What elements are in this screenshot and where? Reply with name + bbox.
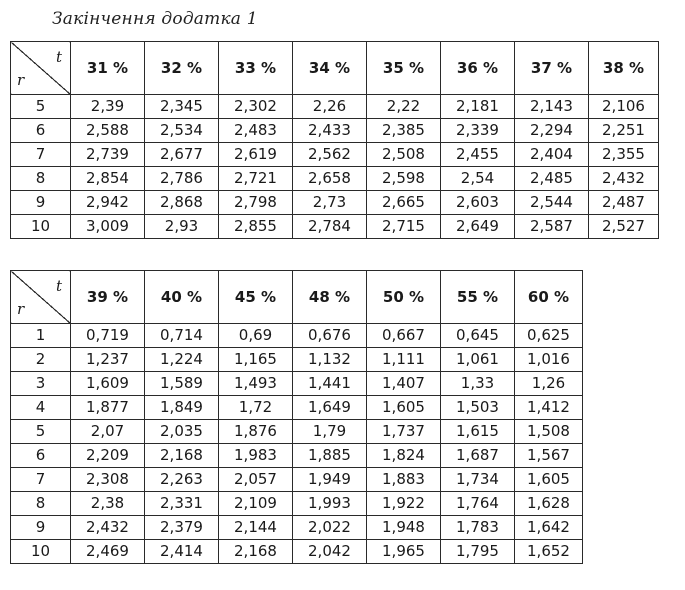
table-row (11, 348, 583, 372)
table-cell: 1,965 (367, 540, 441, 564)
table-row (11, 516, 583, 540)
table-cell: 2,331 (145, 492, 219, 516)
table-cell: 2,54 (441, 167, 515, 191)
table-cell: 1,628 (515, 492, 583, 516)
table-cell: 1,883 (367, 468, 441, 492)
row-header: 2 (11, 348, 71, 372)
table-cell: 1,652 (515, 540, 583, 564)
table-cell: 2,339 (441, 119, 515, 143)
row-header: 7 (11, 143, 71, 167)
column-header: 60 % (515, 271, 583, 324)
coefficient-table-1 (10, 41, 659, 239)
column-header: 55 % (441, 271, 515, 324)
table-cell: 1,885 (293, 444, 367, 468)
column-header: 32 % (145, 42, 219, 95)
table-cell: 2,598 (367, 167, 441, 191)
table-cell: 2,677 (145, 143, 219, 167)
table-cell: 2,603 (441, 191, 515, 215)
table-cell: 0,719 (71, 324, 145, 348)
table-cell: 2,209 (71, 444, 145, 468)
table-cell: 2,022 (293, 516, 367, 540)
table-cell: 2,168 (219, 540, 293, 564)
corner-row-label: r (17, 300, 25, 318)
column-header: 48 % (293, 271, 367, 324)
table-cell: 2,587 (515, 215, 589, 239)
table-header-row (11, 42, 659, 95)
table-cell: 2,302 (219, 95, 293, 119)
table-cell: 1,503 (441, 396, 515, 420)
table-cell: 2,07 (71, 420, 145, 444)
table-cell: 2,263 (145, 468, 219, 492)
table-cell: 2,109 (219, 492, 293, 516)
table-cell: 2,527 (589, 215, 659, 239)
table-row (11, 492, 583, 516)
table-row (11, 95, 659, 119)
table-cell: 2,93 (145, 215, 219, 239)
table-cell: 2,721 (219, 167, 293, 191)
table-row (11, 191, 659, 215)
table-cell: 2,483 (219, 119, 293, 143)
table-cell: 1,26 (515, 372, 583, 396)
table-cell: 2,455 (441, 143, 515, 167)
row-header: 8 (11, 492, 71, 516)
table-cell: 1,165 (219, 348, 293, 372)
table-cell: 1,33 (441, 372, 515, 396)
table-cell: 1,764 (441, 492, 515, 516)
table-cell: 2,404 (515, 143, 589, 167)
table-row (11, 372, 583, 396)
table-cell: 2,294 (515, 119, 589, 143)
column-header: 35 % (367, 42, 441, 95)
table-cell: 2,485 (515, 167, 589, 191)
column-header: 37 % (515, 42, 589, 95)
table-cell: 1,605 (367, 396, 441, 420)
table-cell: 2,106 (589, 95, 659, 119)
corner-cell (11, 42, 71, 95)
table-cell: 2,042 (293, 540, 367, 564)
column-header: 38 % (589, 42, 659, 95)
table-cell: 1,642 (515, 516, 583, 540)
table-cell: 1,237 (71, 348, 145, 372)
row-header: 7 (11, 468, 71, 492)
table-cell: 2,379 (145, 516, 219, 540)
table-cell: 1,734 (441, 468, 515, 492)
table-cell: 2,432 (589, 167, 659, 191)
row-header: 1 (11, 324, 71, 348)
table-cell: 2,942 (71, 191, 145, 215)
table-cell: 1,993 (293, 492, 367, 516)
table-cell: 2,144 (219, 516, 293, 540)
table-cell: 0,69 (219, 324, 293, 348)
table-cell: 1,687 (441, 444, 515, 468)
corner-column-label: t (55, 277, 62, 295)
table-cell: 2,649 (441, 215, 515, 239)
table-cell: 2,385 (367, 119, 441, 143)
table-cell: 1,876 (219, 420, 293, 444)
table-cell: 1,412 (515, 396, 583, 420)
table-row (11, 215, 659, 239)
table-cell: 2,251 (589, 119, 659, 143)
table-cell: 2,855 (219, 215, 293, 239)
table-cell: 2,786 (145, 167, 219, 191)
table-cell: 1,407 (367, 372, 441, 396)
table-cell: 1,877 (71, 396, 145, 420)
column-header: 45 % (219, 271, 293, 324)
row-header: 9 (11, 516, 71, 540)
table-cell: 2,854 (71, 167, 145, 191)
table-cell: 0,714 (145, 324, 219, 348)
column-header: 39 % (71, 271, 145, 324)
table-cell: 2,784 (293, 215, 367, 239)
table-cell: 1,061 (441, 348, 515, 372)
corner-cell (11, 271, 71, 324)
table-header-row (11, 271, 583, 324)
corner-row-label: r (17, 71, 25, 89)
row-header: 10 (11, 540, 71, 564)
table-cell: 2,414 (145, 540, 219, 564)
column-header: 50 % (367, 271, 441, 324)
table-cell: 1,111 (367, 348, 441, 372)
row-header: 5 (11, 95, 71, 119)
table-cell: 2,345 (145, 95, 219, 119)
table-row (11, 540, 583, 564)
table-cell: 1,983 (219, 444, 293, 468)
table-cell: 1,737 (367, 420, 441, 444)
table-cell: 1,949 (293, 468, 367, 492)
table-cell: 1,589 (145, 372, 219, 396)
table-cell: 1,783 (441, 516, 515, 540)
table-cell: 1,224 (145, 348, 219, 372)
row-header: 8 (11, 167, 71, 191)
table-cell: 0,645 (441, 324, 515, 348)
table-cell: 3,009 (71, 215, 145, 239)
table-cell: 1,649 (293, 396, 367, 420)
row-header: 6 (11, 444, 71, 468)
table-cell: 2,432 (71, 516, 145, 540)
row-header: 4 (11, 396, 71, 420)
table-cell: 0,676 (293, 324, 367, 348)
table-cell: 1,016 (515, 348, 583, 372)
table-cell: 1,508 (515, 420, 583, 444)
table-cell: 1,824 (367, 444, 441, 468)
table-cell: 1,615 (441, 420, 515, 444)
row-header: 6 (11, 119, 71, 143)
table-cell: 1,441 (293, 372, 367, 396)
table-cell: 2,469 (71, 540, 145, 564)
table-cell: 0,625 (515, 324, 583, 348)
table-cell: 2,715 (367, 215, 441, 239)
table-cell: 2,143 (515, 95, 589, 119)
column-header: 40 % (145, 271, 219, 324)
row-header: 9 (11, 191, 71, 215)
table-cell: 2,26 (293, 95, 367, 119)
table-cell: 2,168 (145, 444, 219, 468)
corner-column-label: t (55, 48, 62, 66)
table-row (11, 324, 583, 348)
row-header: 10 (11, 215, 71, 239)
table-cell: 2,544 (515, 191, 589, 215)
table-cell: 2,665 (367, 191, 441, 215)
column-header: 33 % (219, 42, 293, 95)
table-row (11, 143, 659, 167)
table-cell: 2,562 (293, 143, 367, 167)
table-cell: 2,658 (293, 167, 367, 191)
table-row (11, 167, 659, 191)
table-cell: 1,849 (145, 396, 219, 420)
page-title: Закінчення додатка 1 (52, 9, 258, 29)
table-cell: 0,667 (367, 324, 441, 348)
table-row (11, 420, 583, 444)
table-row (11, 468, 583, 492)
column-header: 36 % (441, 42, 515, 95)
table-row (11, 444, 583, 468)
table-cell: 2,619 (219, 143, 293, 167)
table-row (11, 119, 659, 143)
table-cell: 2,73 (293, 191, 367, 215)
table-cell: 1,72 (219, 396, 293, 420)
table-cell: 2,508 (367, 143, 441, 167)
table-cell: 2,181 (441, 95, 515, 119)
table-cell: 1,493 (219, 372, 293, 396)
table-cell: 2,868 (145, 191, 219, 215)
table-cell: 2,588 (71, 119, 145, 143)
column-header: 34 % (293, 42, 367, 95)
table-cell: 2,487 (589, 191, 659, 215)
table-cell: 2,798 (219, 191, 293, 215)
table-row (11, 396, 583, 420)
table-cell: 2,38 (71, 492, 145, 516)
table-cell: 1,795 (441, 540, 515, 564)
table-cell: 2,534 (145, 119, 219, 143)
table-cell: 1,948 (367, 516, 441, 540)
table-cell: 1,605 (515, 468, 583, 492)
table-cell: 2,355 (589, 143, 659, 167)
table-cell: 2,035 (145, 420, 219, 444)
table-cell: 2,39 (71, 95, 145, 119)
table-cell: 1,567 (515, 444, 583, 468)
table-cell: 1,609 (71, 372, 145, 396)
table-cell: 1,132 (293, 348, 367, 372)
row-header: 5 (11, 420, 71, 444)
table-cell: 1,922 (367, 492, 441, 516)
table-cell: 2,057 (219, 468, 293, 492)
coefficient-table-2 (10, 270, 583, 564)
table-cell: 2,308 (71, 468, 145, 492)
row-header: 3 (11, 372, 71, 396)
table-cell: 2,22 (367, 95, 441, 119)
column-header: 31 % (71, 42, 145, 95)
table-cell: 2,433 (293, 119, 367, 143)
table-cell: 2,739 (71, 143, 145, 167)
table-cell: 1,79 (293, 420, 367, 444)
